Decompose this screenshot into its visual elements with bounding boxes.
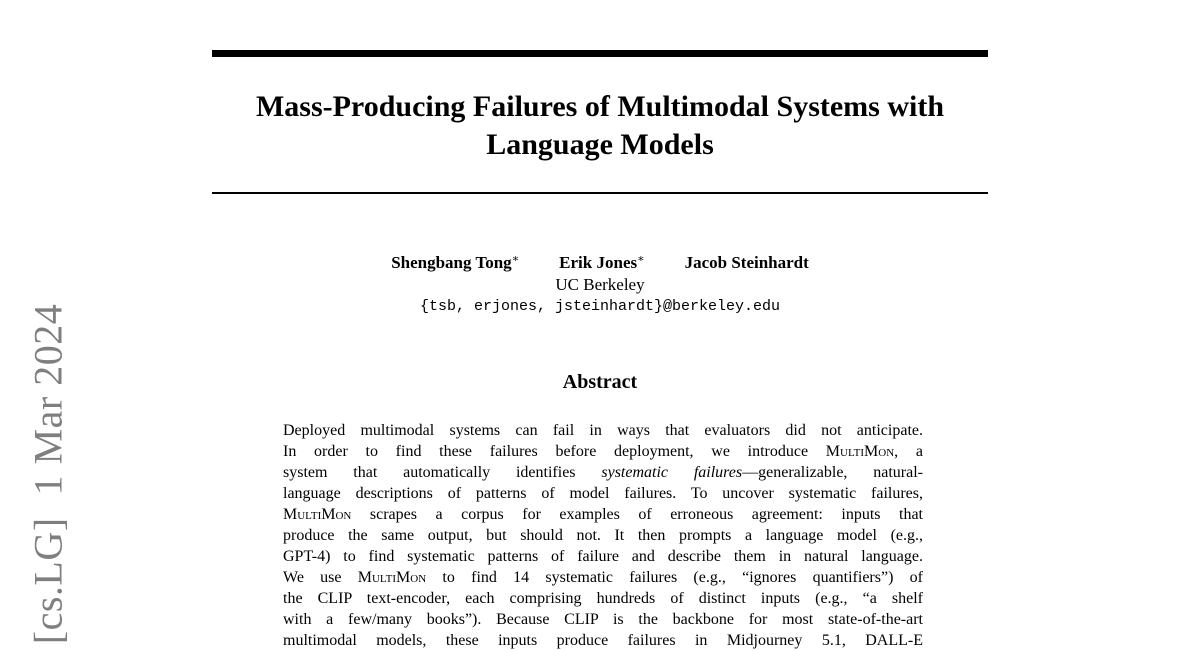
equal-contribution-mark: ∗ bbox=[511, 253, 520, 265]
author-name: Jacob Steinhardt bbox=[684, 253, 809, 272]
abstract-line: MultiMon scrapes a corpus for examples of erroneous agreement: inputs that bbox=[283, 506, 923, 523]
arxiv-stamp bbox=[25, 304, 72, 644]
author-name: Shengbang Tong bbox=[391, 253, 512, 272]
arxiv-category: [cs.LG] bbox=[25, 517, 71, 645]
abstract-line: system that automatically identifies systematic failures—generalizable, natural- bbox=[283, 464, 923, 481]
abstract-line: produce the same output, but should not. It then prompts a language model (e.g., bbox=[283, 527, 923, 544]
abstract-line: In order to find these failures before deployment, we introduce MultiMon, a bbox=[283, 443, 923, 460]
paper-title-line-2: Language Models bbox=[486, 128, 714, 161]
paper-title bbox=[212, 88, 988, 164]
arxiv-date: 1 Mar 2024 bbox=[25, 303, 71, 496]
system-name: MultiMon bbox=[825, 443, 895, 460]
abstract-line: language descriptions of patterns of model failures. To uncover systematic failures, bbox=[283, 485, 923, 502]
emphasis: systematic failures bbox=[601, 464, 743, 481]
author bbox=[559, 248, 644, 274]
author-emails: {tsb, erjones, jsteinhardt}@berkeley.edu bbox=[419, 298, 781, 315]
system-name: MultiMon bbox=[357, 569, 427, 586]
author-names bbox=[212, 248, 988, 274]
abstract-line: multimodal models, these inputs produce failures in Midjourney 5.1, DALL-E bbox=[283, 632, 923, 649]
abstract-line: GPT-4) to find systematic patterns of failure and describe them in natural language. bbox=[283, 548, 923, 565]
author-name: Erik Jones bbox=[559, 253, 638, 272]
system-name: MultiMon bbox=[283, 506, 352, 523]
paper-title-line-1: Mass-Producing Failures of Multimodal Systems with bbox=[255, 90, 945, 123]
abstract-heading: Abstract bbox=[562, 371, 638, 393]
abstract-line: We use MultiMon to find 14 systematic failures (e.g., “ignores quantifiers”) of bbox=[283, 569, 924, 586]
equal-contribution-mark: ∗ bbox=[637, 253, 645, 265]
title-bottom-rule bbox=[212, 192, 988, 194]
author bbox=[391, 248, 519, 274]
abstract-line: with a few/many books”). Because CLIP is the backbone for most state-of-the-art bbox=[283, 611, 923, 628]
author-block bbox=[212, 248, 988, 318]
abstract-line: Deployed multimodal systems can fail in ways that evaluators did not anticipate. bbox=[283, 422, 923, 439]
author bbox=[685, 252, 809, 274]
abstract-line: the CLIP text-encoder, each comprising hundreds of distinct inputs (e.g., “a shelf bbox=[283, 590, 923, 607]
affiliation: UC Berkeley bbox=[555, 275, 645, 294]
title-top-rule bbox=[212, 50, 988, 57]
abstract-body bbox=[283, 420, 923, 651]
